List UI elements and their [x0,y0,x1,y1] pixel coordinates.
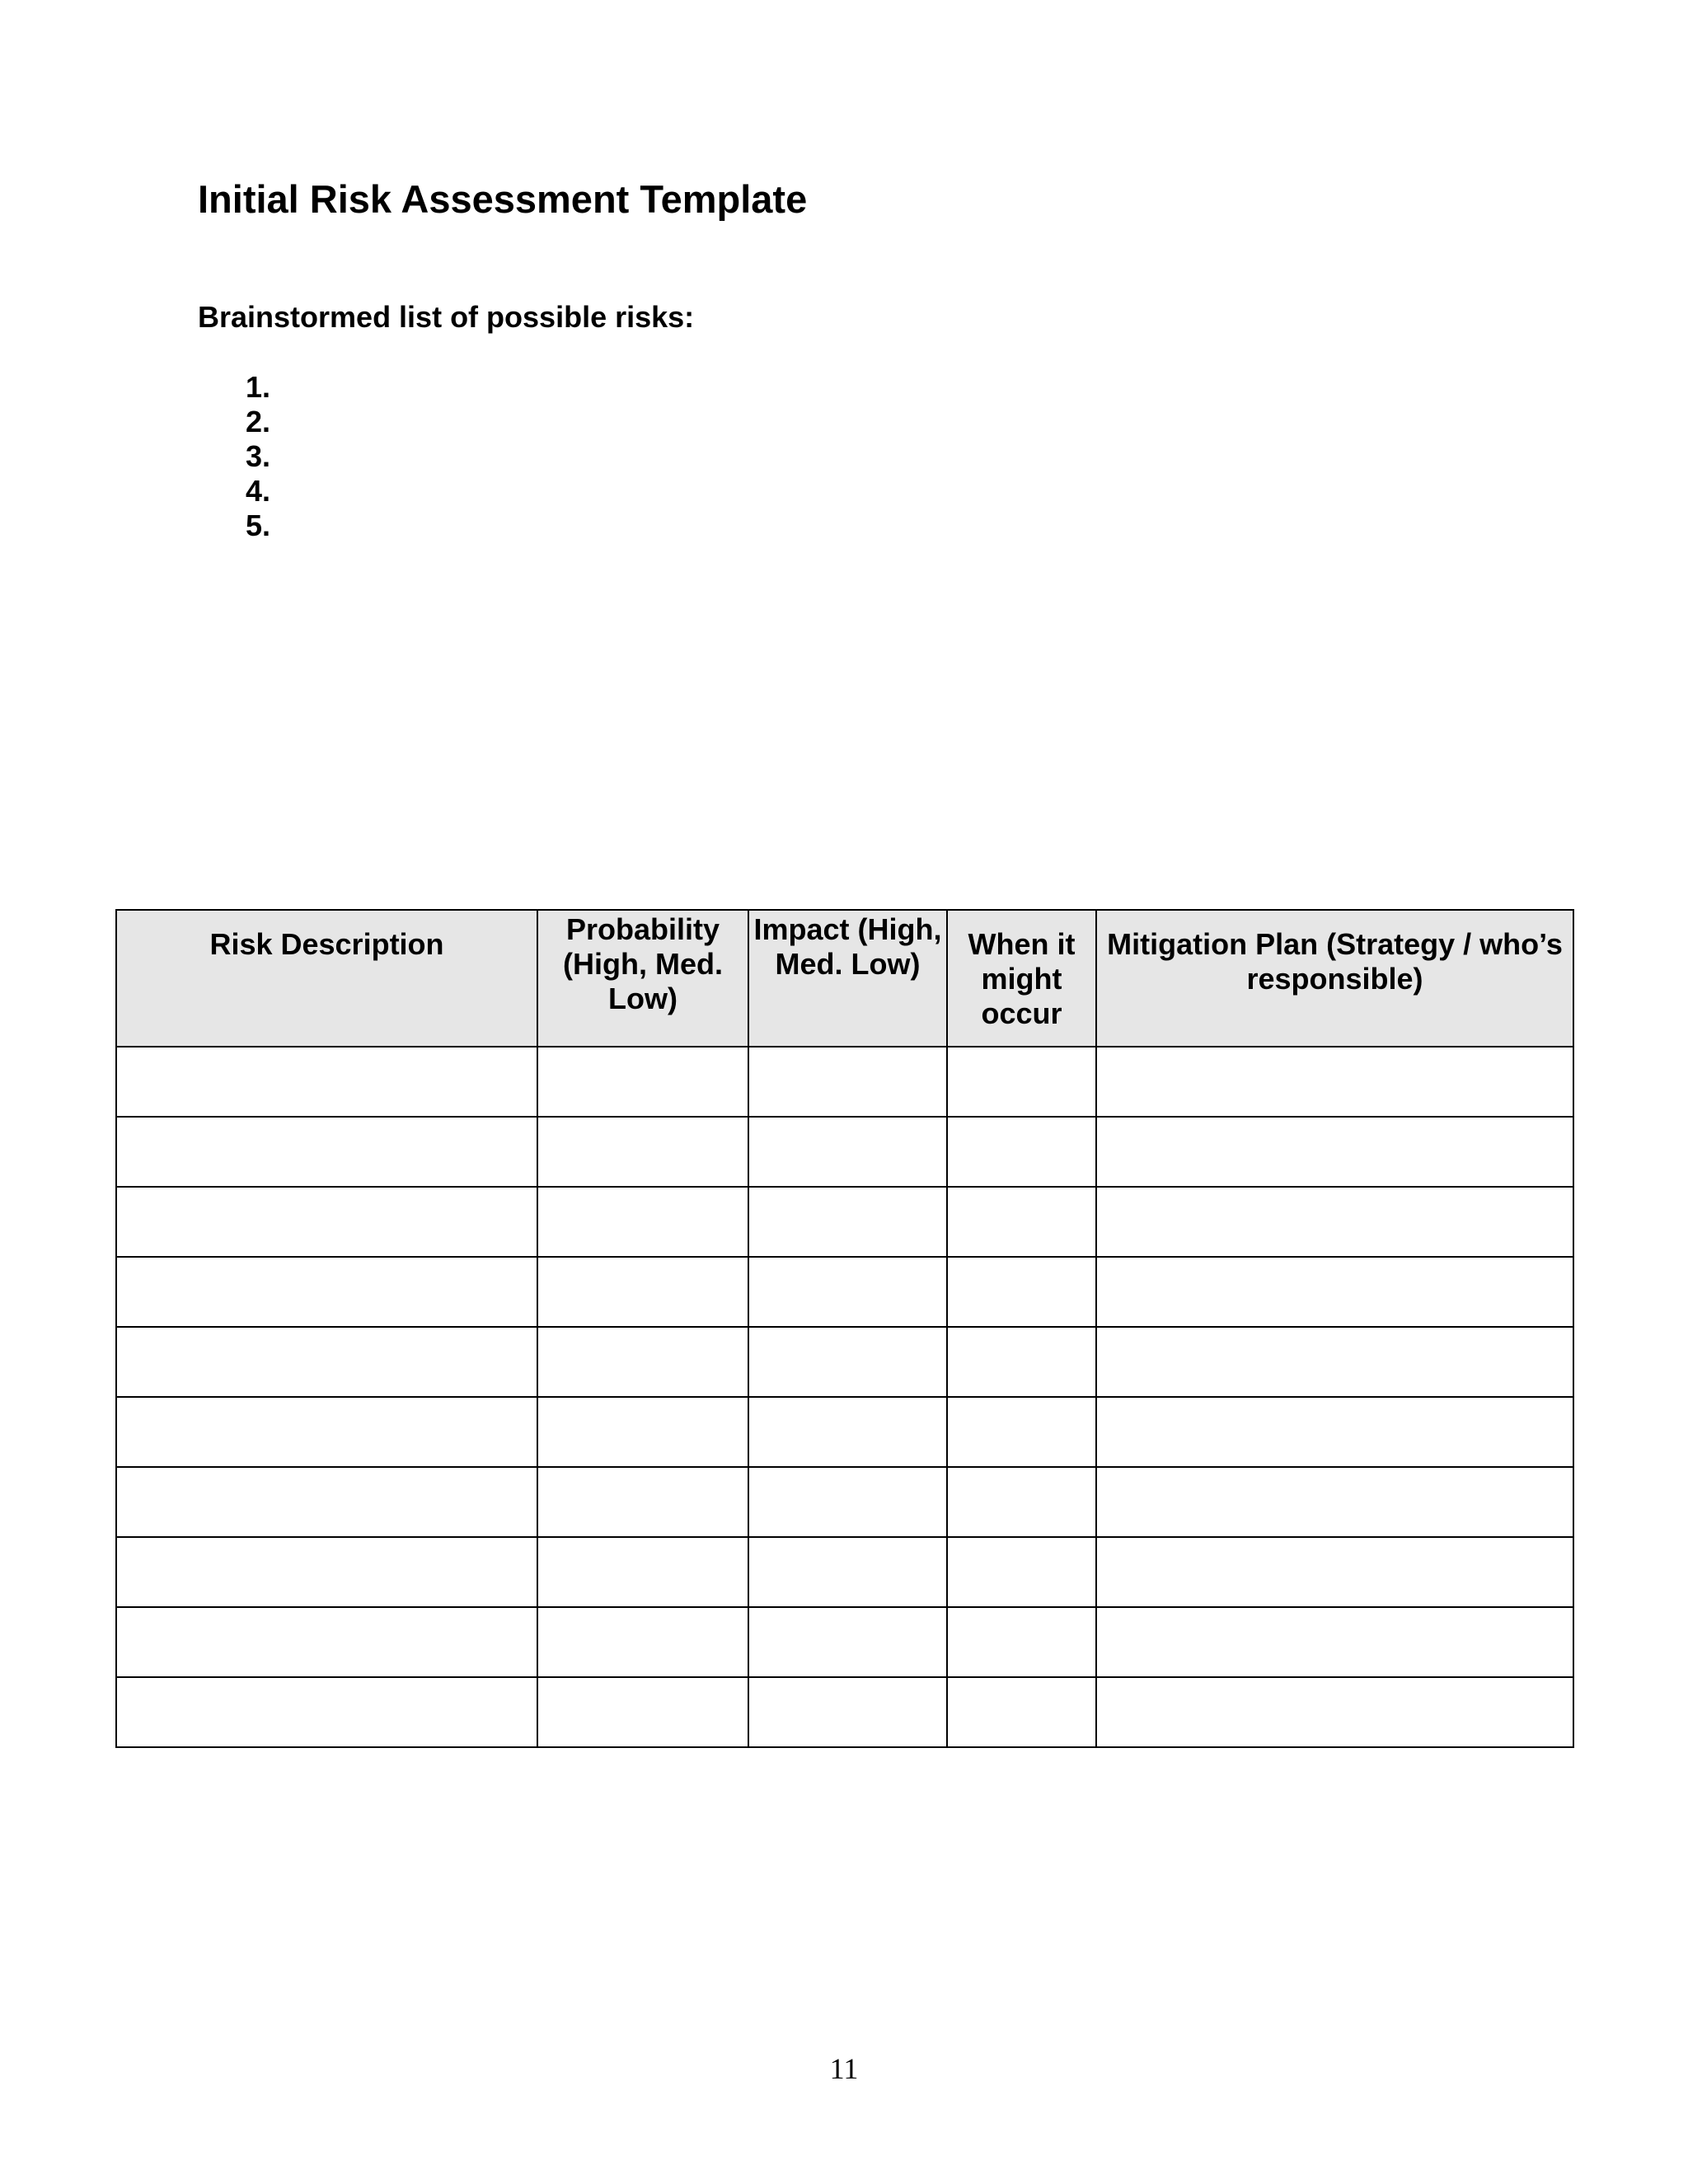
table-cell[interactable] [116,1607,537,1677]
table-cell[interactable] [1096,1187,1573,1257]
table-cell[interactable] [116,1327,537,1397]
table-row [116,1537,1573,1607]
table-cell[interactable] [748,1677,947,1747]
table-cell[interactable] [1096,1607,1573,1677]
table-row [116,1467,1573,1537]
table-cell[interactable] [1096,1047,1573,1117]
list-item[interactable]: 1. [246,370,271,404]
table-cell[interactable] [1096,1397,1573,1467]
table-cell[interactable] [1096,1117,1573,1187]
table-cell[interactable] [116,1677,537,1747]
table-row [116,1187,1573,1257]
table-cell[interactable] [537,1117,748,1187]
list-item[interactable]: 3. [246,439,271,473]
page-title: Initial Risk Assessment Template [198,177,808,221]
header-mitigation-plan: Mitigation Plan (Strategy / who’s responsible) [1096,910,1573,1047]
table-cell[interactable] [748,1117,947,1187]
table-header-row [116,910,1573,1047]
list-item[interactable]: 5. [246,509,271,542]
list-item[interactable]: 4. [246,474,271,508]
table-cell[interactable] [1096,1257,1573,1327]
table-row [116,1397,1573,1467]
table-cell[interactable] [537,1047,748,1117]
header-when-it-might-occur: When it might occur [947,910,1096,1047]
table-cell[interactable] [748,1187,947,1257]
table-row [116,1677,1573,1747]
table-cell[interactable] [748,1607,947,1677]
table-cell[interactable] [947,1677,1096,1747]
table-cell[interactable] [1096,1327,1573,1397]
table-cell[interactable] [947,1117,1096,1187]
table-cell[interactable] [947,1047,1096,1117]
table-cell[interactable] [1096,1537,1573,1607]
table-cell[interactable] [537,1607,748,1677]
table-cell[interactable] [947,1257,1096,1327]
table-cell[interactable] [537,1257,748,1327]
table-row [116,1117,1573,1187]
table-cell[interactable] [947,1467,1096,1537]
table-cell[interactable] [116,1187,537,1257]
table-cell[interactable] [537,1397,748,1467]
table-cell[interactable] [116,1047,537,1117]
table-cell[interactable] [748,1327,947,1397]
table-cell[interactable] [116,1117,537,1187]
table-cell[interactable] [116,1537,537,1607]
header-probability: Probability (High, Med. Low) [537,910,748,1047]
table-row [116,1047,1573,1117]
brainstorm-list [246,370,740,543]
brainstorm-heading: Brainstormed list of possible risks: [198,300,695,334]
table-row [116,1257,1573,1327]
table-cell[interactable] [116,1257,537,1327]
header-impact: Impact (High, Med. Low) [748,910,947,1047]
table-cell[interactable] [537,1187,748,1257]
table-cell[interactable] [947,1187,1096,1257]
table-cell[interactable] [1096,1467,1573,1537]
table-cell[interactable] [748,1047,947,1117]
table-cell[interactable] [537,1677,748,1747]
table-cell[interactable] [1096,1677,1573,1747]
table-cell[interactable] [748,1397,947,1467]
table-cell[interactable] [947,1397,1096,1467]
page-number: 11 [829,2052,859,2085]
header-risk-description: Risk Description [116,910,537,1047]
table-cell[interactable] [537,1467,748,1537]
table-cell[interactable] [947,1607,1096,1677]
table-cell[interactable] [537,1537,748,1607]
table-cell[interactable] [947,1537,1096,1607]
table-cell[interactable] [748,1537,947,1607]
table-cell[interactable] [116,1397,537,1467]
table-row [116,1327,1573,1397]
list-item[interactable]: 2. [246,405,271,438]
table-row [116,1607,1573,1677]
risk-assessment-table [115,909,1574,1748]
table-cell[interactable] [748,1467,947,1537]
table-cell[interactable] [947,1327,1096,1397]
table-cell[interactable] [116,1467,537,1537]
table-cell[interactable] [748,1257,947,1327]
table-cell[interactable] [537,1327,748,1397]
